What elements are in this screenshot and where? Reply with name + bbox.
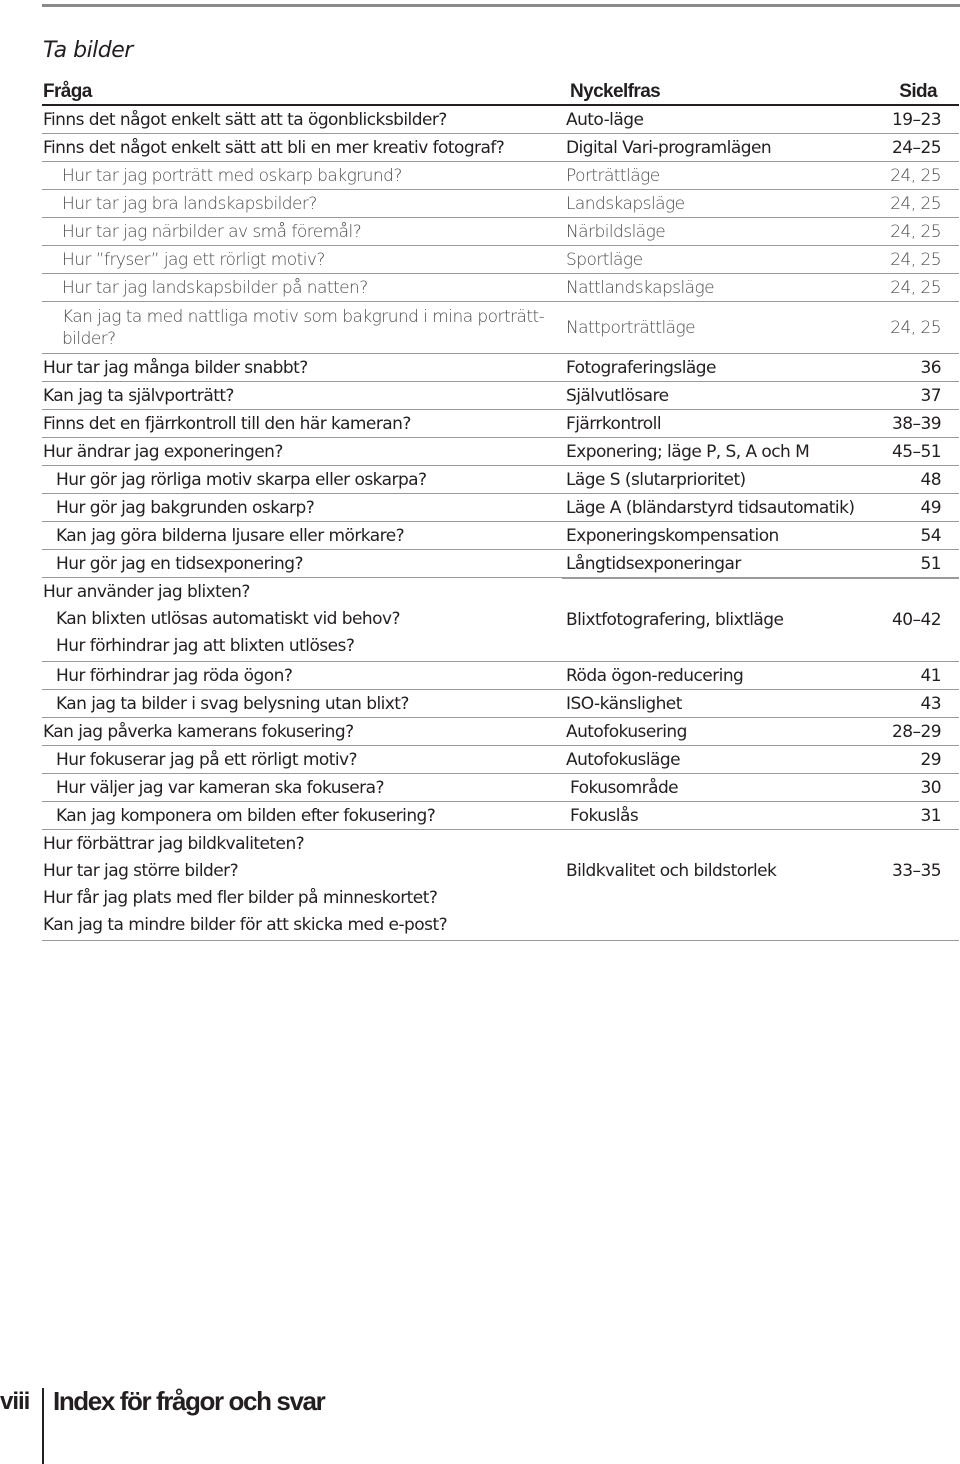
row-keyword: Röda ögon-reducering	[566, 666, 744, 686]
row-question: Hur förhindrar jag röda ögon?	[56, 666, 293, 686]
table-row	[42, 802, 959, 830]
row-question: Kan blixten utlösas automatiskt vid behov?	[56, 609, 400, 629]
row-keyword: Nattporträttläge	[566, 318, 696, 338]
row-question: Hur använder jag blixten?	[43, 582, 250, 602]
row-question: Kan jag ta mindre bilder för att skicka med e-post?	[43, 915, 448, 935]
row-question: Hur tar jag många bilder snabbt?	[43, 358, 308, 378]
faq-index-table	[42, 78, 959, 941]
row-question: Kan jag ta med nattliga motiv som bakgrund i mina porträtt-bilder?	[62, 307, 545, 349]
table-row	[42, 550, 959, 578]
row-page: 24, 25	[890, 278, 941, 298]
table-row	[42, 218, 959, 246]
table-row	[42, 494, 959, 522]
row-page: 49	[920, 498, 941, 518]
row-page: 24, 25	[890, 250, 941, 270]
row-keyword: Långtidsexponeringar	[566, 554, 741, 574]
row-page: 51	[920, 554, 941, 574]
group-question-line	[42, 830, 959, 857]
table-row	[42, 662, 959, 690]
row-question: Hur tar jag större bilder?	[43, 861, 239, 881]
row-page: 24, 25	[890, 166, 941, 186]
chapter-title: Index för frågor och svar	[53, 1386, 325, 1416]
row-keyword: Nattlandskapsläge	[566, 278, 715, 298]
row-page: 48	[920, 470, 941, 490]
row-question: Finns det något enkelt sätt att ta ögonblicksbilder?	[43, 110, 447, 130]
row-page: 24, 25	[890, 194, 941, 214]
row-question: Hur ”fryser” jag ett rörligt motiv?	[62, 250, 325, 270]
row-question: Hur fokuserar jag på ett rörligt motiv?	[56, 750, 357, 770]
group-question-line	[42, 884, 959, 911]
row-page: 29	[920, 750, 941, 770]
row-divider	[562, 578, 959, 579]
header-page: Sida	[899, 81, 937, 102]
row-page: 37	[920, 386, 941, 406]
row-page: 40–42	[891, 610, 941, 630]
row-keyword: Läge A (bländarstyrd tidsautomatik)	[566, 498, 855, 518]
table-row	[42, 354, 959, 382]
row-keyword: Autofokusering	[566, 722, 687, 742]
table-row	[42, 410, 959, 438]
top-rule	[42, 4, 960, 7]
row-question: Kan jag ta självporträtt?	[43, 386, 234, 406]
row-question: Kan jag ta bilder i svag belysning utan blixt?	[56, 694, 409, 714]
row-keyword: Läge S (slutarprioritet)	[566, 470, 746, 490]
group-question-line	[42, 605, 959, 632]
row-page: 24, 25	[890, 318, 941, 338]
row-keyword: Porträttläge	[566, 166, 660, 186]
row-question: Hur tar jag porträtt med oskarp bakgrund?	[62, 166, 402, 186]
quality-group	[42, 830, 959, 941]
group-question-line	[42, 857, 959, 884]
footer-rule	[42, 1388, 44, 1464]
row-question: Kan jag göra bilderna ljusare eller mörkare?	[56, 526, 405, 546]
row-page: 24, 25	[890, 222, 941, 242]
row-question: Kan jag komponera om bilden efter fokusering?	[56, 806, 436, 826]
row-page: 19–23	[891, 110, 941, 130]
row-keyword: Närbildsläge	[566, 222, 666, 242]
row-keyword: Blixtfotografering, blixtläge	[566, 610, 784, 630]
row-question: Hur tar jag bra landskapsbilder?	[62, 194, 317, 214]
row-keyword: Självutlösare	[566, 386, 669, 406]
table-row	[42, 274, 959, 302]
table-row	[42, 106, 959, 134]
header-question: Fråga	[43, 81, 92, 102]
table-row	[42, 466, 959, 494]
table-row	[42, 690, 959, 718]
row-page: 38–39	[891, 414, 941, 434]
header-keyword: Nyckelfras	[570, 81, 661, 102]
row-question: Kan jag påverka kamerans fokusering?	[43, 722, 354, 742]
row-keyword: Exponering; läge P, S, A och M	[566, 442, 810, 462]
table-row	[42, 134, 959, 162]
table-row	[42, 718, 959, 746]
group-question-line	[42, 578, 959, 605]
row-page: 31	[920, 806, 941, 826]
row-question: Hur tar jag närbilder av små föremål?	[62, 222, 362, 242]
table-row	[42, 246, 959, 274]
table-row	[42, 522, 959, 550]
row-keyword: Sportläge	[566, 250, 643, 270]
row-question: Hur gör jag rörliga motiv skarpa eller oskarpa?	[56, 470, 427, 490]
row-question: Hur gör jag bakgrunden oskarp?	[56, 498, 315, 518]
row-keyword: Autofokusläge	[566, 750, 681, 770]
row-page: 28–29	[891, 722, 941, 742]
row-question: Hur förbättrar jag bildkvaliteten?	[43, 834, 305, 854]
group-question-line	[42, 632, 959, 659]
row-page: 30	[920, 778, 941, 798]
page-number: viii	[0, 1388, 30, 1415]
table-row	[42, 382, 959, 410]
row-question: Hur får jag plats med fler bilder på minneskortet?	[43, 888, 438, 908]
row-keyword: Fotograferingsläge	[566, 358, 716, 378]
row-keyword: ISO-känslighet	[566, 694, 682, 714]
table-header	[42, 78, 959, 106]
row-question: Finns det något enkelt sätt att bli en mer kreativ fotograf?	[43, 138, 505, 158]
row-keyword: Landskapsläge	[566, 194, 685, 214]
row-question: Hur väljer jag var kameran ska fokusera?	[56, 778, 384, 798]
row-page: 45–51	[891, 442, 941, 462]
row-question: Hur gör jag en tidsexponering?	[56, 554, 303, 574]
row-keyword: Auto-läge	[566, 110, 644, 130]
table-row	[42, 162, 959, 190]
table-row	[42, 774, 959, 802]
table-row	[42, 302, 959, 354]
row-keyword: Fokuslås	[570, 806, 639, 826]
row-question: Hur ändrar jag exponeringen?	[43, 442, 283, 462]
section-title: Ta bilder	[43, 38, 133, 63]
row-question: Hur förhindrar jag att blixten utlöses?	[56, 636, 355, 656]
flash-group	[42, 578, 959, 662]
row-page: 43	[920, 694, 941, 714]
row-page: 33–35	[891, 861, 941, 881]
row-page: 36	[920, 358, 941, 378]
row-keyword: Fokusområde	[570, 778, 679, 798]
row-keyword: Bildkvalitet och bildstorlek	[566, 861, 777, 881]
group-question-line	[42, 911, 959, 938]
table-row	[42, 190, 959, 218]
row-page: 41	[920, 666, 941, 686]
row-question: Hur tar jag landskapsbilder på natten?	[62, 278, 368, 298]
row-keyword: Digital Vari-programlägen	[566, 138, 772, 158]
row-page: 54	[920, 526, 941, 546]
row-page: 24–25	[891, 138, 941, 158]
table-row	[42, 438, 959, 466]
table-row	[42, 746, 959, 774]
row-keyword: Exponeringskompensation	[566, 526, 779, 546]
row-keyword: Fjärrkontroll	[566, 414, 661, 434]
row-question: Finns det en fjärrkontroll till den här kameran?	[43, 414, 411, 434]
